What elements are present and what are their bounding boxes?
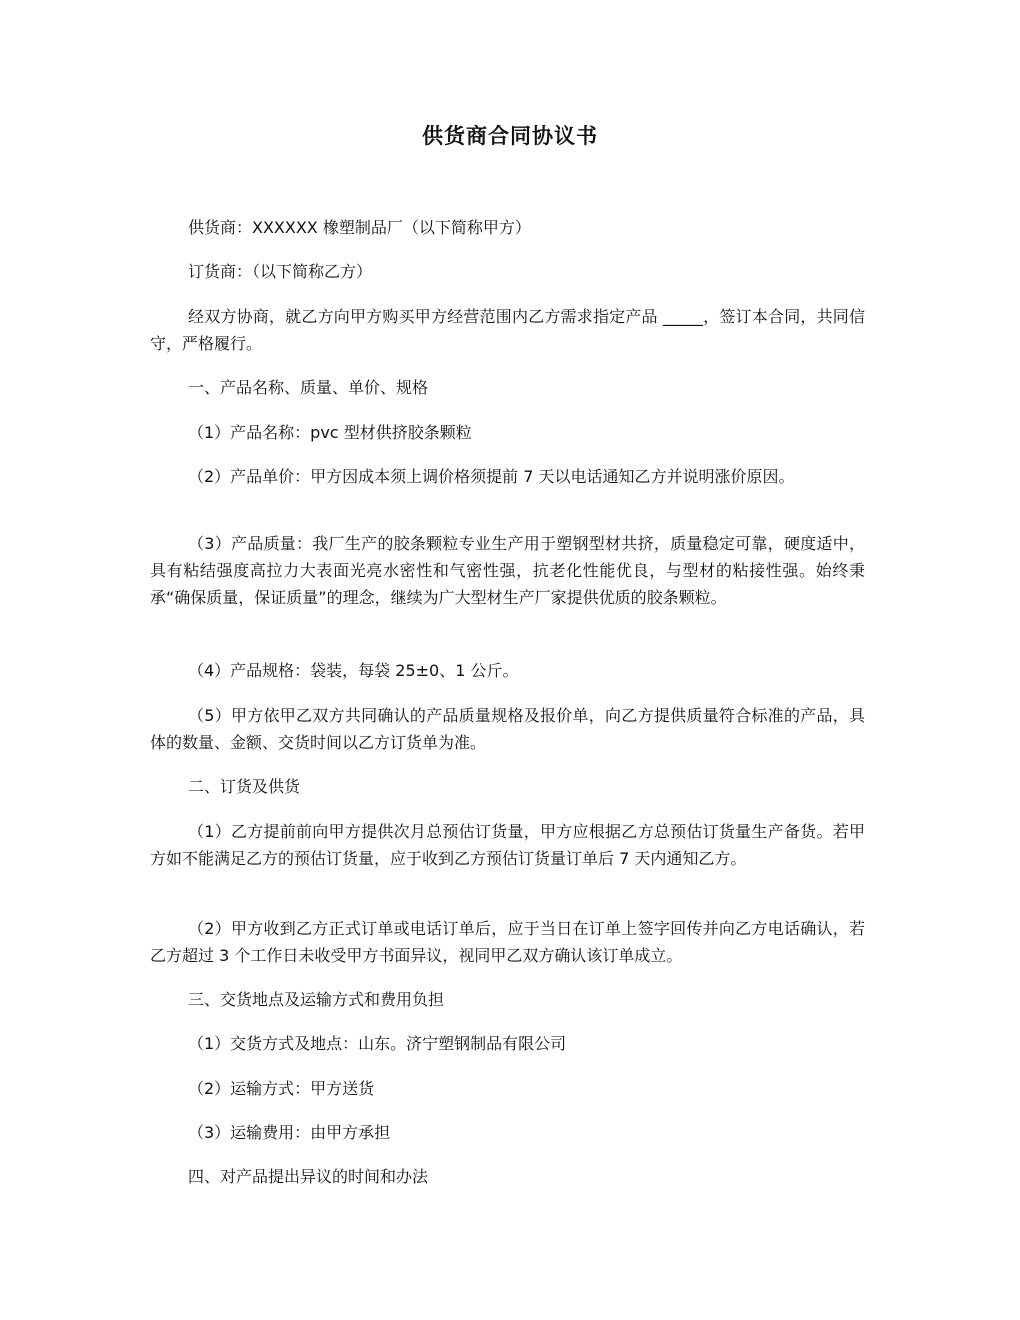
paragraph-preamble: 经双方协商，就乙方向甲方购买甲方经营范围内乙方需求指定产品 _____，签订本合同，共同信守，严格履行。 — [150, 307, 865, 353]
paragraph-product-supply: （5）甲方依甲乙双方共同确认的产品质量规格及报价单，向乙方提供质量符合标准的产品，具体的数量、金额、交货时间以乙方订货单为准。 — [150, 706, 865, 752]
paragraph-transport-cost: （3）运输费用：由甲方承担 — [188, 1123, 391, 1142]
document-title: 供货商合同协议书 — [422, 124, 598, 148]
paragraph-supplier: 供货商：XXXXXX 橡塑制品厂（以下简称甲方） — [188, 218, 531, 237]
paragraph-product-price: （2）产品单价：甲方因成本须上调价格须提前 7 天以电话通知乙方并说明涨价原因。 — [188, 467, 795, 486]
paragraph-delivery-place: （1）交货方式及地点：山东。济宁塑钢制品有限公司 — [188, 1034, 567, 1053]
paragraph-product-quality: （3）产品质量：我厂生产的胶条颗粒专业生产用于塑钢型材共挤，质量稳定可靠，硬度适中，具有粘结强度高拉力大表面光亮水密性和气密性强，抗老化性能优良，与型材的粘接性强。始终秉承“确保质量，保证质量”的理念，继续为广大型材生产厂家提供优质的胶条颗粒。 — [150, 534, 865, 607]
section-heading-3: 三、交货地点及运输方式和费用负担 — [188, 990, 445, 1009]
section-heading-2: 二、订货及供货 — [188, 777, 301, 796]
paragraph-buyer: 订货商：（以下简称乙方） — [188, 262, 373, 281]
paragraph-forecast: （1）乙方提前前向甲方提供次月总预估订货量，甲方应根据乙方总预估订货量生产备货。若甲方如不能满足乙方的预估订货量，应于收到乙方预估订货量订单后 7 天内通知乙方。 — [150, 822, 865, 868]
paragraph-product-spec: （4）产品规格：袋装，每袋 25±0、1 公斤。 — [188, 661, 519, 680]
section-heading-1: 一、产品名称、质量、单价、规格 — [188, 378, 429, 397]
paragraph-transport-method: （2）运输方式：甲方送货 — [188, 1079, 375, 1098]
section-heading-4: 四、对产品提出异议的时间和办法 — [188, 1167, 429, 1186]
paragraph-order-confirm: （2）甲方收到乙方正式订单或电话订单后，应于当日在订单上签字回传并向乙方电话确认，若乙方超过 3 个工作日未收受甲方书面异议，视同甲乙双方确认该订单成立。 — [150, 919, 865, 965]
paragraph-product-name: （1）产品名称：pvc 型材供挤胶条颗粒 — [188, 423, 472, 442]
